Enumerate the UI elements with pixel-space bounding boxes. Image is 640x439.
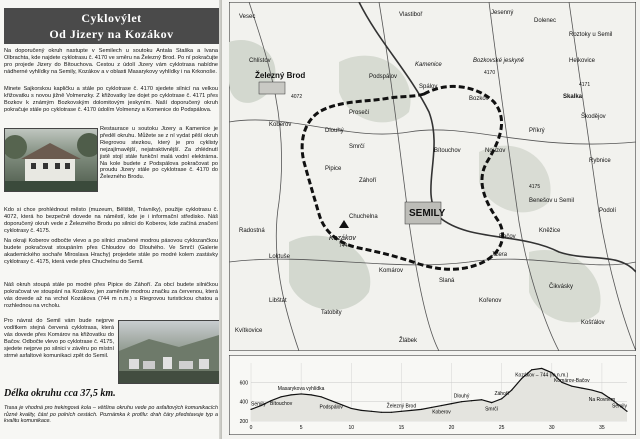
map-label: Železný Brod: [255, 71, 306, 80]
profile-point: [331, 400, 332, 401]
map-label: Chlístov: [249, 58, 271, 64]
photo-restaurant: [4, 128, 98, 192]
map-label: Dlouhý: [325, 128, 344, 134]
map-label: Jesenný: [491, 10, 514, 16]
profile-point: [501, 398, 502, 399]
profile-point: [511, 389, 512, 390]
profile-point: [321, 396, 322, 397]
map-label: Benešov u Semil: [529, 198, 575, 204]
map-label: Spálov: [419, 84, 438, 90]
profile-point: [391, 412, 392, 413]
profile-point: [381, 412, 382, 413]
title-banner: [4, 8, 219, 44]
profile-annotation: Semily: [611, 403, 627, 410]
map-label: Chuchelna: [349, 214, 378, 220]
profile-point: [291, 394, 292, 395]
map-label: Tatobity: [321, 310, 342, 316]
profile-point: [461, 401, 462, 402]
map-label: Příkrý: [529, 128, 545, 134]
map-label: Komárov: [379, 268, 404, 274]
map-label: Škodějov: [581, 114, 606, 120]
y-tick-label: 400: [239, 399, 248, 406]
x-tick-label: 5: [299, 425, 303, 431]
map-label: Bozkov: [469, 96, 489, 102]
profile-annotation: Podspálov: [319, 404, 343, 411]
profile-point: [371, 411, 372, 412]
map-label: Skalka: [563, 94, 583, 100]
map-label: Žlábek: [399, 338, 418, 344]
route-number: 4170: [484, 70, 496, 76]
x-tick-label: 0: [249, 425, 253, 431]
profile-point: [531, 369, 532, 370]
profile-point: [411, 410, 412, 411]
profile-point: [301, 393, 302, 394]
map-label: Helkovice: [569, 58, 596, 64]
x-tick-label: 10: [348, 425, 355, 431]
map-label: Bozkovské jeskyně: [473, 58, 525, 64]
map-label: Pipice: [325, 166, 342, 172]
profile-point: [250, 409, 251, 410]
x-tick-label: 35: [599, 425, 605, 431]
profile-annotation: Koberov: [432, 409, 451, 416]
map-label: Vlastiboř: [399, 12, 423, 18]
profile-point: [441, 405, 442, 406]
y-tick-label: 600: [239, 380, 248, 387]
paragraph-6: Náš okruh stoupá stále po modré přes Pipice do Záhoří. Za obcí budete silničkou pokračovat ve stoupání na Kozákov, jen zaměníte modrou značku za červenou, která vás dovede až na vrchol Kozákova (744 m n.m.) s Riegrovou turistickou chatou a rozhlednou na vrcholu.: [4, 282, 218, 309]
paragraph-7: Pro návrat do Semil vám bude nejprve vodítkem stejná červená cyklotrasa, která vás dovede přes Komárov na křižovatku do Bačov. Odbočte vlevo po cyklotrase č. 4175, sjedete nejprve po silnici v závěru po místní strmé asfaltové komunikaci zpět do Semil.: [4, 318, 114, 359]
profile-point: [311, 394, 312, 395]
paragraph-3: Restaurace u soutoku Jizery a Kamenice je předěl okruhu. Můžete se z ní vydat pěší okruh Riegrovou stezkou, který je pro cyklisty nejzajímavější, nejatraktivnější. Za zhlédnutí jistě stojí stále funkční malá vodní elektrárna. Na kole budete z Podspálova pokračovat po proudu Jizery stále po cyklotrase č. 4170 do Železného Brodu.: [100, 126, 218, 181]
map-label: Loktuše: [269, 254, 291, 260]
map-label: Podolí: [599, 208, 617, 214]
title-line-2: Od Jizery na Kozákov: [49, 27, 174, 41]
route-number: 4171: [579, 82, 591, 88]
profile-point: [571, 386, 572, 387]
map-label: Radostná: [239, 228, 265, 234]
map-label: Rybnice: [589, 158, 611, 164]
map-label: Roztoky u Semil: [569, 32, 613, 38]
map-label: Záhoří: [359, 178, 377, 184]
y-tick-label: 200: [239, 419, 248, 425]
map-label: Podspálov: [369, 74, 398, 80]
profile-point: [541, 368, 542, 369]
profile-point: [421, 409, 422, 410]
profile-annotation: Na Rovném: [588, 396, 616, 403]
profile-point: [361, 410, 362, 411]
map-label: Kvítkovice: [235, 328, 263, 334]
paragraph-2: Minete Sajkorskou kapličku a stále po cyklotrase č. 4170 sjedete silnicí na velkou křižovatku s novou jižně Volmenzky. Z křižovatky lze dojet po cyklotrase č. 4171 přes Bozkov k známým Bozkovským dolomitovým jeskyním. Naší doporučený okruh pokračuje stále po cyklotrase č. 4170 údolím Volmenzy a Komenice do Podspálova.: [4, 86, 218, 113]
profile-annotation: Kozákov – 744 (m n.m.): [515, 372, 569, 379]
profile-point: [431, 407, 432, 408]
distance-label: Délka okruhu cca 37,5 km.: [4, 388, 116, 399]
map-label: Košťálov: [581, 320, 605, 326]
paragraph-1: Na doporučený okruh nastupte v Semilech u soutoku Antala Staška a Ivana Olbrachta, kde najdete cyklotrasu č. 4170 ve směru na Železný Brod. Po ní pokračujte pro projede Jizery do Bítouchova. Cestou z údolí Jizery vám cyklotrasa nabídne nádherné vyhlídky na Semily, Kozákov a v oblasti Masarykovy vyhlídky i na Krkonoše.: [4, 48, 218, 75]
elevation-profile-chart: [229, 355, 636, 435]
map-label: Smrčí: [349, 144, 365, 150]
x-tick-label: 30: [549, 425, 555, 431]
map-label: Kamenice: [415, 62, 442, 68]
profile-annotation: Smrčí: [485, 406, 499, 413]
map-label: Jizera: [491, 252, 508, 258]
map-label: Čikvásky: [549, 284, 574, 290]
map-label: Kořenov: [479, 298, 502, 304]
profile-point: [601, 392, 602, 393]
profile-point: [471, 400, 472, 401]
x-tick-label: 25: [498, 425, 505, 431]
map-label: Slaná: [439, 278, 455, 284]
x-tick-label: 20: [448, 425, 455, 431]
route-number: 4175: [529, 184, 541, 190]
map-label: SEMILY: [409, 208, 446, 219]
paragraph-4: Kdo si chce prohlédnout město (muzeum, Běliště, Trávníky), použije cyklotrasu č. 4072, která ho bezpečně dovede na náměstí, kde je i informační středisko. Náš doporučený okruh vede z Železného Brodu po silnici do Koberov, kde začíná značení cyklotrasy č. 4175.: [4, 207, 218, 234]
profile-point: [351, 408, 352, 409]
profile-annotation: Železný Brod: [386, 403, 417, 410]
text-page: [0, 0, 222, 439]
profile-point: [626, 411, 627, 412]
x-tick-label: 15: [398, 425, 405, 431]
profile-point: [491, 402, 492, 403]
map-label: Koberov: [269, 122, 292, 128]
route-map: [229, 2, 636, 351]
map-label: Prosečí: [349, 110, 370, 116]
profile-annotation: Masarykova vyhlídka: [277, 385, 325, 392]
profile-point: [401, 411, 402, 412]
profile-annotation: Komárov-Bačov: [554, 378, 590, 385]
profile-point: [451, 403, 452, 404]
paragraph-5: Na okraji Koberov odbočte vlevo a po silnici značené modrou pásovou cyklozančkou budete pokračovat stoupáním přes Chloudov do Dlouhého. Ve Smrčí (Galerie akademického sochaře Miroslava Hrachy) projedete stále po modré kolem zastávky cyklotrasy č. 4175, která vede přes Chuchelnu do Semil.: [4, 238, 218, 265]
map-label: Vesec: [239, 14, 256, 20]
map-label: Libštát: [269, 298, 287, 304]
route-number: 4072: [291, 94, 303, 100]
profile-annotation: Dlouhý: [453, 393, 470, 400]
map-label: Kněžice: [539, 228, 561, 234]
map-label: Dolenec: [534, 18, 557, 24]
profile-point: [481, 399, 482, 400]
profile-annotation: Záhoří: [494, 390, 509, 397]
map-label: 744: [339, 243, 348, 249]
profile-annotation: Semily: [251, 401, 267, 408]
map-label: Kozákov: [329, 235, 356, 242]
profile-point: [280, 396, 281, 397]
footnote: Trasa je vhodná pro trekingová kola – většina okruhu vede po asfaltových komunikacích různé kvality, část po polních cestách. Poznámka k profilu: drah čáry představuje typ a kvalitu komunikace.: [4, 405, 218, 425]
map-label: Bačov: [499, 234, 516, 240]
profile-point: [591, 389, 592, 390]
title-line-1: Cyklovýlet: [81, 11, 142, 25]
map-label: Bítouchov: [434, 148, 461, 154]
profile-point: [581, 388, 582, 389]
profile-annotation: Bítouchov: [269, 400, 293, 407]
photo-semily-town: [118, 320, 220, 384]
map-label: Nouzov: [485, 148, 506, 154]
